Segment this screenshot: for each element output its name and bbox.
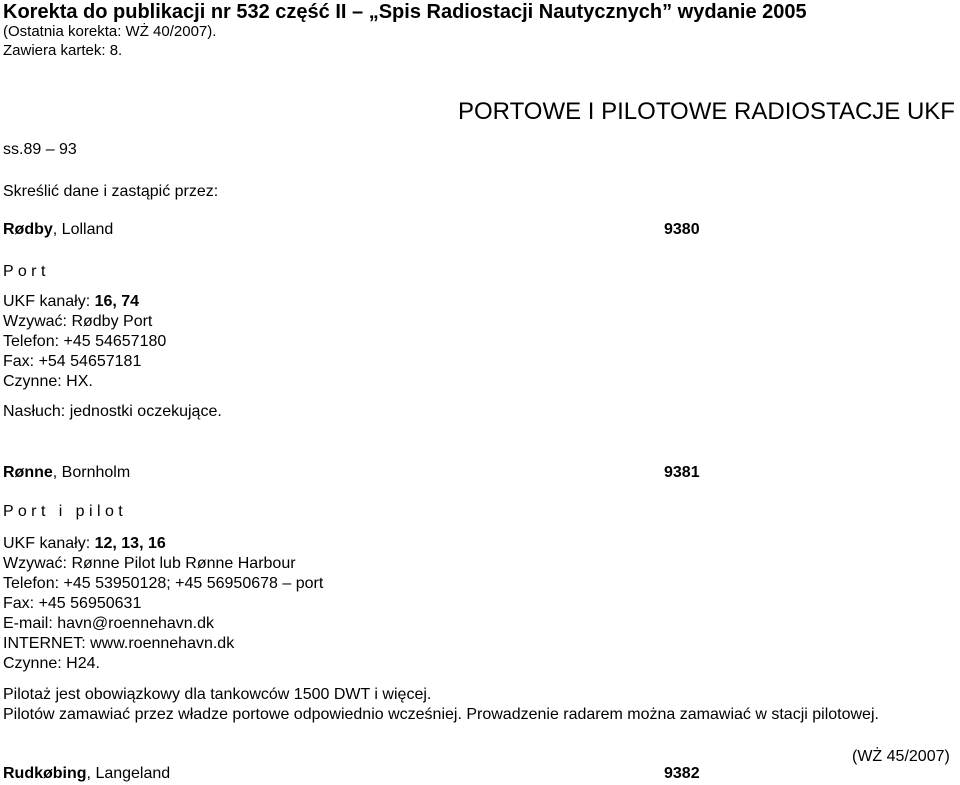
- station-name: Rødby: [3, 221, 53, 238]
- section-title: PORTOWE I PILOTOWE RADIOSTACJE UKF: [458, 98, 955, 125]
- note-line: Nasłuch: jednostki oczekujące.: [3, 403, 222, 420]
- station-heading: [3, 765, 170, 783]
- hours-line: Czynne: H24.: [3, 655, 100, 672]
- channels-value: 12, 13, 16: [94, 535, 166, 552]
- fax-line: Fax: +45 56950631: [3, 595, 142, 612]
- channels-label: UKF kanały:: [3, 293, 95, 310]
- note-line: Pilotaż jest obowiązkowy dla tankowców 1500 DWT i więcej.: [3, 686, 432, 703]
- call-line: Wzywać: Rønne Pilot lub Rønne Harbour: [3, 555, 296, 572]
- call-line: Wzywać: Rødby Port: [3, 313, 153, 330]
- channels-label: UKF kanały:: [3, 535, 95, 552]
- station-region: , Bornholm: [52, 464, 131, 481]
- station-number: 9382: [664, 765, 700, 782]
- station-name: Rønne: [3, 464, 53, 481]
- station-type: P o r t i p i l o t: [3, 503, 123, 520]
- last-correction: (Ostatnia korekta: WŻ 40/2007).: [3, 23, 217, 40]
- station-region: , Lolland: [52, 221, 114, 238]
- channels-line: [3, 293, 139, 311]
- station-name: Rudkøbing: [3, 765, 87, 782]
- hours-line: Czynne: HX.: [3, 373, 93, 390]
- channels-line: [3, 535, 166, 553]
- sheet-count: Zawiera kartek: 8.: [3, 42, 123, 59]
- instruction: Skreślić dane i zastąpić przez:: [3, 183, 219, 200]
- station-type: P o r t: [3, 263, 46, 280]
- note-line: Pilotów zamawiać przez władze portowe odpowiednio wcześniej. Prowadzenie radarem można zamawiać w stacji pilotowej.: [3, 706, 879, 723]
- station-number: 9381: [664, 464, 700, 481]
- footer-reference: (WŻ 45/2007): [852, 748, 950, 765]
- channels-value: 16, 74: [94, 293, 140, 310]
- page-range: ss.89 – 93: [3, 141, 77, 158]
- phone-line: Telefon: +45 54657180: [3, 333, 167, 350]
- internet-line: INTERNET: www.roennehavn.dk: [3, 635, 235, 652]
- station-number: 9380: [664, 221, 700, 238]
- email-line: E-mail: havn@roennehavn.dk: [3, 615, 215, 632]
- station-region: , Langeland: [86, 765, 171, 782]
- phone-line: Telefon: +45 53950128; +45 56950678 – port: [3, 575, 324, 592]
- document-title: Korekta do publikacji nr 532 część II – „Spis Radiostacji Nautycznych” wydanie 2005: [3, 1, 807, 23]
- station-heading: [3, 221, 113, 239]
- fax-line: Fax: +54 54657181: [3, 353, 142, 370]
- station-heading: [3, 464, 130, 482]
